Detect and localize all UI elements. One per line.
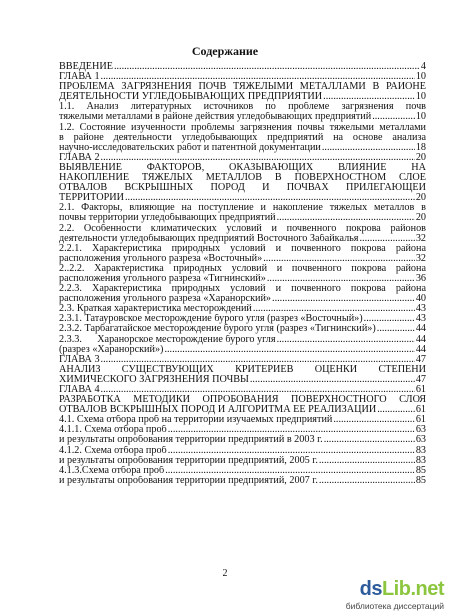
- toc-entry-line: [59, 335, 426, 345]
- dot-leader: [101, 72, 415, 82]
- dot-leader: [101, 355, 415, 365]
- toc-entry: [59, 425, 426, 435]
- toc-entry: [59, 456, 426, 466]
- toc-entry-text: расположения угольного разреза «Тигнинский»: [59, 273, 266, 284]
- toc-entry-text: расположения угольного разреза «Восточный»: [59, 253, 263, 264]
- dot-leader: [322, 143, 415, 153]
- dot-leader: [165, 466, 415, 476]
- toc-page-number: 20: [415, 152, 426, 163]
- toc-page-number: 63: [415, 425, 426, 436]
- dot-leader: [101, 153, 415, 163]
- toc-entry-text: ДЕЯТЕЛЬНОСТИ УГЛЕДОБЫВАЮЩИХ ПРЕДПРИЯТИЙ: [59, 92, 323, 103]
- toc-entry: [59, 385, 426, 395]
- toc-page-number: 4: [420, 62, 426, 72]
- toc-page-number: 18: [415, 142, 426, 153]
- toc-entry-line: [59, 92, 426, 102]
- toc-page-number: 85: [415, 475, 426, 486]
- toc-entry-text: и результаты опробования территории предприятий, 2007 г.: [59, 475, 318, 486]
- dot-leader: [272, 294, 415, 304]
- dot-leader: [372, 112, 415, 122]
- toc-entry: [59, 435, 426, 445]
- toc-entry-line: [59, 274, 426, 284]
- toc-page-number: 47: [415, 354, 426, 365]
- dot-leader: [323, 92, 415, 102]
- toc-line-text: 2.2. Особенности климатических условий и почвенного покрова районов: [59, 223, 426, 234]
- toc-page-number: 20: [415, 213, 426, 224]
- toc-entry-line: [59, 435, 426, 445]
- toc-page-number: 43: [415, 314, 426, 325]
- toc-line: [59, 395, 426, 405]
- dot-leader: [101, 385, 415, 395]
- dot-leader: [277, 335, 415, 345]
- toc-line: [59, 102, 426, 112]
- toc-entry-line: [59, 375, 426, 385]
- toc-entry-text: ТЕРРИТОРИИ: [59, 193, 124, 204]
- toc-entry-text: деятельности угледобывающих предприятий Восточного Забайкалья: [59, 233, 359, 244]
- toc-entry: [59, 153, 426, 163]
- dot-leader: [360, 234, 415, 244]
- toc-entry: [59, 294, 426, 304]
- toc-entry-text: 2.3. Краткая характеристика месторождений: [59, 304, 252, 315]
- toc-entry-text: ГЛАВА 3: [59, 354, 100, 365]
- toc-line: [59, 183, 426, 193]
- toc-entry-text: 4.1.2. Схема отбора проб: [59, 445, 167, 456]
- toc-entry-line: [59, 143, 426, 153]
- dot-leader: [114, 62, 420, 72]
- toc-line-text: 2.2.3. Характеристика природных условий и почвенного покрова района: [59, 284, 426, 295]
- toc-entry-text: ХИМИЧЕСКОГО ЗАГРЯЗНЕНИЯ ПОЧВЫ: [59, 374, 249, 385]
- toc-line: [59, 365, 426, 375]
- toc-page-number: 10: [415, 72, 426, 83]
- toc-entry-line: [59, 385, 426, 395]
- toc-page-number: 61: [415, 385, 426, 395]
- toc-line: [59, 173, 426, 183]
- toc-entry-line: [59, 234, 426, 244]
- toc-page-number: 85: [415, 465, 426, 476]
- toc-entry: [59, 314, 426, 324]
- toc-entry-line: [59, 425, 426, 435]
- toc-entry-line: [59, 314, 426, 324]
- toc-page-number: 32: [415, 233, 426, 244]
- toc-entry-line: [59, 213, 426, 223]
- toc-entry-line: [59, 193, 426, 203]
- dot-leader: [263, 254, 415, 264]
- toc-entry: [59, 304, 426, 314]
- toc-line-text: РАЗРАБОТКА МЕТОДИКИ ОПРОБОВАНИЯ ПОВЕРХНОСТНОГО СЛОЯ: [59, 395, 426, 406]
- toc-page-number: 83: [415, 445, 426, 456]
- toc-entry: [59, 375, 426, 385]
- toc-line: [59, 82, 426, 92]
- toc-entry-text: 2.3.2. Тарбагатайское месторождение бурого угля (разрез «Тигнинский»): [59, 324, 376, 335]
- toc-entry-text: ГЛАВА 2: [59, 152, 100, 163]
- toc-page-number: 47: [415, 374, 426, 385]
- toc-entry: [59, 112, 426, 122]
- page-title: Содержание: [191, 44, 259, 58]
- toc-entry: [59, 345, 426, 355]
- toc-entry: [59, 62, 426, 72]
- toc-entry: [59, 213, 426, 223]
- toc-entry-text: почвы территории угледобывающих предприятий: [59, 213, 276, 224]
- toc-page-number: 40: [415, 294, 426, 305]
- toc-entry-text: научно-исследовательских работ и патентной документации: [59, 142, 321, 153]
- toc-entry-text: 2.3.1. Татауровское месторождение бурого угля (разрез «Восточный»): [59, 314, 363, 325]
- dot-leader: [164, 345, 414, 355]
- toc-entry-line: [59, 446, 426, 456]
- toc-entry: [59, 274, 426, 284]
- toc-page-number: 10: [415, 112, 426, 123]
- toc-entry-text: (разрез «Харанорский»): [59, 344, 164, 355]
- toc-line-text: 2.2.1. Характеристика природных условий и почвенного покрова района: [59, 243, 426, 254]
- dot-leader: [319, 456, 415, 466]
- dot-leader: [377, 405, 415, 415]
- toc-entry: [59, 446, 426, 456]
- watermark: [326, 578, 444, 612]
- toc-page-number: 44: [415, 334, 426, 345]
- dot-leader: [253, 304, 415, 314]
- toc-entry-line: [59, 153, 426, 163]
- page-number: 2: [222, 568, 228, 579]
- toc-line-text: ОТВАЛОВ ВСКРЫШНЫХ ПОРОД И ПОЧВАХ ПРИЛЕГАЮЩЕЙ: [59, 183, 426, 194]
- toc-entry-text: 4.1. Схема отбора проб на территории изучаемых предприятий: [59, 415, 333, 426]
- toc-entry-line: [59, 254, 426, 264]
- toc-entry: [59, 143, 426, 153]
- dot-leader: [277, 213, 415, 223]
- toc-line-text: НАКОПЛЕНИЕ ТЯЖЕЛЫХ МЕТАЛЛОВ В ПОВЕРХНОСТНОМ СЛОЕ: [59, 173, 426, 184]
- toc-entry-text: 4.1.1. Схема отбора проб: [59, 425, 167, 436]
- toc-page-number: 32: [415, 253, 426, 264]
- toc-entry-line: [59, 405, 426, 415]
- toc-entry-text: 2.3.3. Харанорское месторождение бурого угля: [59, 334, 276, 345]
- dot-leader: [324, 435, 415, 445]
- toc-entry-line: [59, 304, 426, 314]
- toc-line: [59, 163, 426, 173]
- toc-entry: [59, 335, 426, 345]
- toc-entry: [59, 324, 426, 334]
- toc-entry-line: [59, 62, 426, 72]
- toc-page-number: 63: [415, 435, 426, 446]
- toc-entry-text: ОТВАЛОВ ВСКРЫШНЫХ ПОРОД И АЛГОРИТМА ЕЕ РЕАЛИЗАЦИИ: [59, 405, 377, 416]
- toc-line-text: ВЫЯВЛЕНИЕ ФАКТОРОВ, ОКАЗЫВАЮЩИХ ВЛИЯНИЕ НА: [59, 162, 426, 173]
- toc-line: [59, 203, 426, 213]
- dot-leader: [168, 425, 415, 435]
- toc-line-text: АНАЛИЗ СУЩЕСТВУЮЩИХ КРИТЕРИЕВ ОЦЕНКИ СТЕПЕНИ: [59, 364, 426, 375]
- toc-page-number: 61: [415, 405, 426, 416]
- toc-line: [59, 123, 426, 133]
- dot-leader: [333, 415, 414, 425]
- toc-line-text: 1.2. Состояние изученности проблемы загрязнения почвы тяжелыми металлами: [59, 122, 426, 133]
- toc-entry-line: [59, 476, 426, 486]
- dot-leader: [364, 314, 415, 324]
- dot-leader: [125, 193, 415, 203]
- toc-page-number: 43: [415, 304, 426, 315]
- toc-entry: [59, 193, 426, 203]
- toc-entry-text: ГЛАВА 4: [59, 385, 100, 395]
- toc-entry-line: [59, 112, 426, 122]
- toc-entry-text: и результаты опробования территории предприятий в 2003 г.: [59, 435, 323, 446]
- table-of-contents: [59, 62, 426, 486]
- toc-entry: [59, 72, 426, 82]
- toc-page-number: 36: [415, 273, 426, 284]
- toc-entry-line: [59, 355, 426, 365]
- toc-entry-line: [59, 72, 426, 82]
- toc-entry-line: [59, 415, 426, 425]
- toc-entry-text: тяжелыми металлами в районе действия угледобывающих предприятий: [59, 112, 372, 123]
- toc-entry: [59, 415, 426, 425]
- toc-line-text: 2..2.2. Характеристика природных условий и почвенного покрова района: [59, 263, 426, 274]
- toc-entry-text: ВВЕДЕНИЕ: [59, 62, 113, 72]
- toc-entry-text: расположения угольного разреза «Харанорский»: [59, 294, 272, 305]
- watermark-logo: dsLib.net: [359, 578, 444, 600]
- toc-entry: [59, 476, 426, 486]
- dot-leader: [319, 476, 415, 486]
- toc-line-text: 1.1. Анализ литературных источников по проблеме загрязнения почв: [59, 102, 426, 113]
- toc-line: [59, 133, 426, 143]
- toc-page-number: 44: [415, 324, 426, 335]
- toc-entry-line: [59, 324, 426, 334]
- toc-entry-line: [59, 456, 426, 466]
- toc-line: [59, 224, 426, 234]
- toc-line-text: ПРОБЛЕМА ЗАГРЯЗНЕНИЯ ПОЧВ ТЯЖЕЛЫМИ МЕТАЛЛАМИ В РАЙОНЕ: [59, 82, 426, 93]
- toc-entry: [59, 405, 426, 415]
- toc-entry-line: [59, 466, 426, 476]
- toc-line: [59, 244, 426, 254]
- dot-leader: [250, 375, 415, 385]
- toc-entry-text: ГЛАВА 1: [59, 72, 100, 83]
- toc-line-text: в районе деятельности угледобывающих предприятий на основе анализа: [59, 132, 426, 143]
- dot-leader: [377, 324, 415, 334]
- toc-entry: [59, 92, 426, 102]
- dot-leader: [267, 274, 415, 284]
- toc-entry-line: [59, 294, 426, 304]
- dot-leader: [168, 446, 415, 456]
- toc-page-number: 44: [415, 344, 426, 355]
- watermark-subtitle: библиотека диссертаций: [345, 601, 444, 611]
- toc-line-text: 2.1. Факторы, влияющие на поступление и накопление тяжелых металлов в: [59, 203, 426, 214]
- toc-entry-line: [59, 345, 426, 355]
- toc-page-number: 61: [415, 415, 426, 426]
- toc-line: [59, 264, 426, 274]
- toc-entry: [59, 466, 426, 476]
- toc-entry-text: и результаты опробования территории предприятий, 2005 г.: [59, 455, 318, 466]
- toc-entry: [59, 355, 426, 365]
- toc-entry-text: 4.1.3.Схема отбора проб: [59, 465, 165, 476]
- toc-page-number: 20: [415, 193, 426, 204]
- toc-entry: [59, 254, 426, 264]
- toc-line: [59, 284, 426, 294]
- toc-page-number: 10: [415, 92, 426, 103]
- toc-page-number: 83: [415, 455, 426, 466]
- toc-entry: [59, 234, 426, 244]
